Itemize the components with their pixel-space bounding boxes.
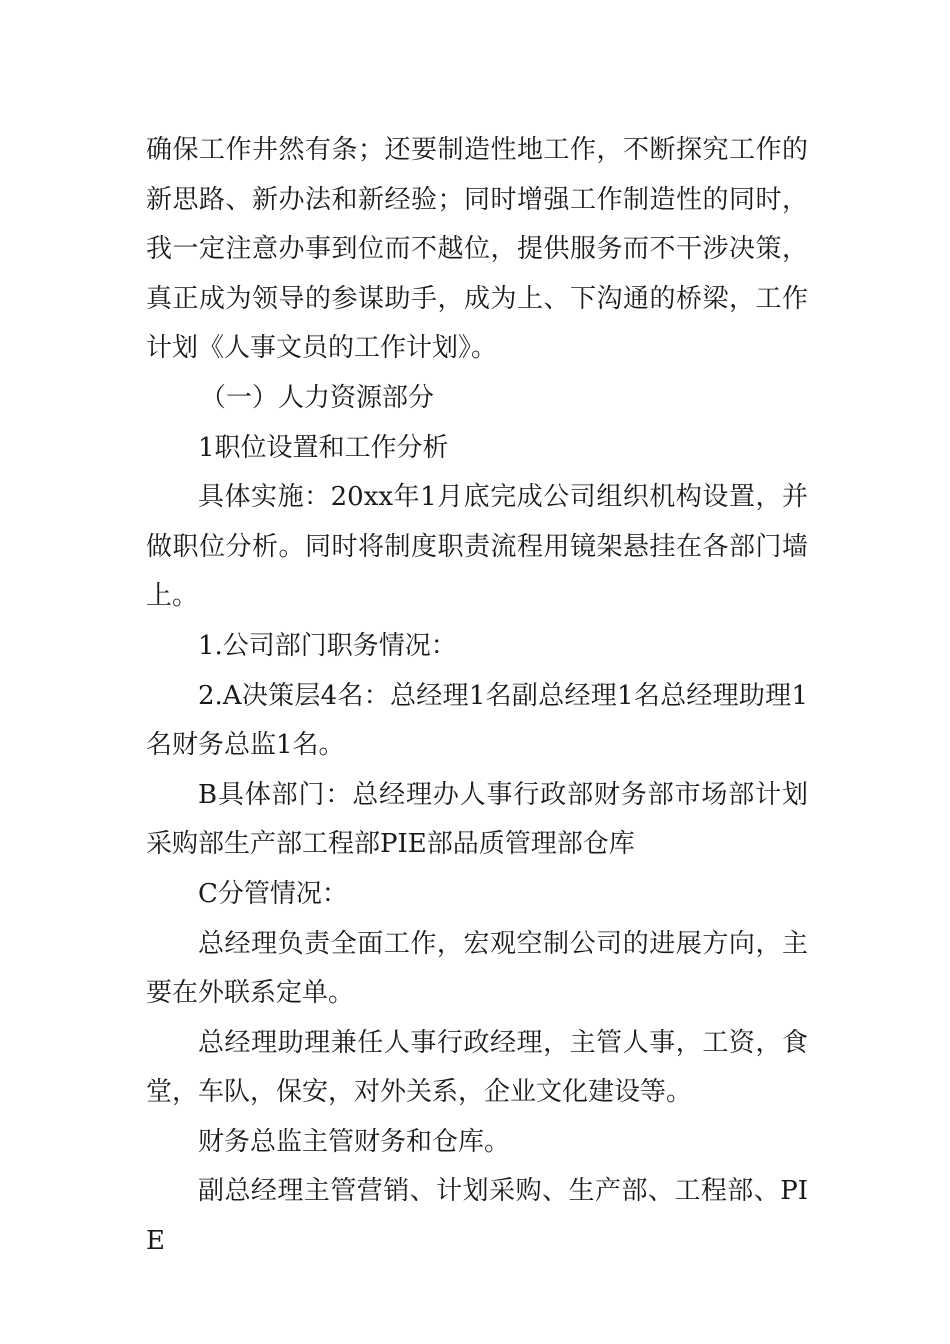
- subsection-heading: 1职位设置和工作分析: [198, 432, 449, 463]
- paragraph-decision-layer: 2.A决策层4名：总经理1名副总经理1名总经理助理1名财务总监1名。: [146, 680, 808, 761]
- paragraph-finance-director: 财务总监主管财务和仓库。: [198, 1126, 511, 1157]
- paragraph-assistant-manager: 总经理助理兼任人事行政经理，主管人事，工资，食堂，车队，保安，对外关系，企业文化建设等。: [146, 1027, 808, 1108]
- paragraph-departments: B具体部门：总经理办人事行政部财务部市场部计划采购部生产部工程部PIE部品质管理部仓库: [146, 779, 808, 860]
- paragraph-division-heading: C分管情况：: [198, 878, 348, 909]
- paragraph-implementation: 具体实施：20xx年1月底完成公司组织机构设置，并做职位分析。同时将制度职责流程用镜架悬挂在各部门墙上。: [146, 482, 808, 612]
- paragraph-department-duties: 1.公司部门职务情况：: [198, 630, 457, 661]
- section-heading: （一）人力资源部分: [200, 382, 435, 413]
- document-body: [146, 126, 808, 1267]
- paragraph-continuation: 确保工作井然有条；还要制造性地工作，不断探究工作的新思路、新办法和新经验；同时增强工作制造性的同时，我一定注意办事到位而不越位，提供服务而不干涉决策，真正成为领导的参谋助手，成为上、下沟通的桥梁，工作计划《人事文员的工作计划》。: [146, 135, 808, 364]
- paragraph-general-manager: 总经理负责全面工作，宏观空制公司的进展方向，主要在外联系定单。: [146, 928, 808, 1009]
- paragraph-deputy-manager: 副总经理主管营销、计划采购、生产部、工程部、PIE: [146, 1176, 808, 1257]
